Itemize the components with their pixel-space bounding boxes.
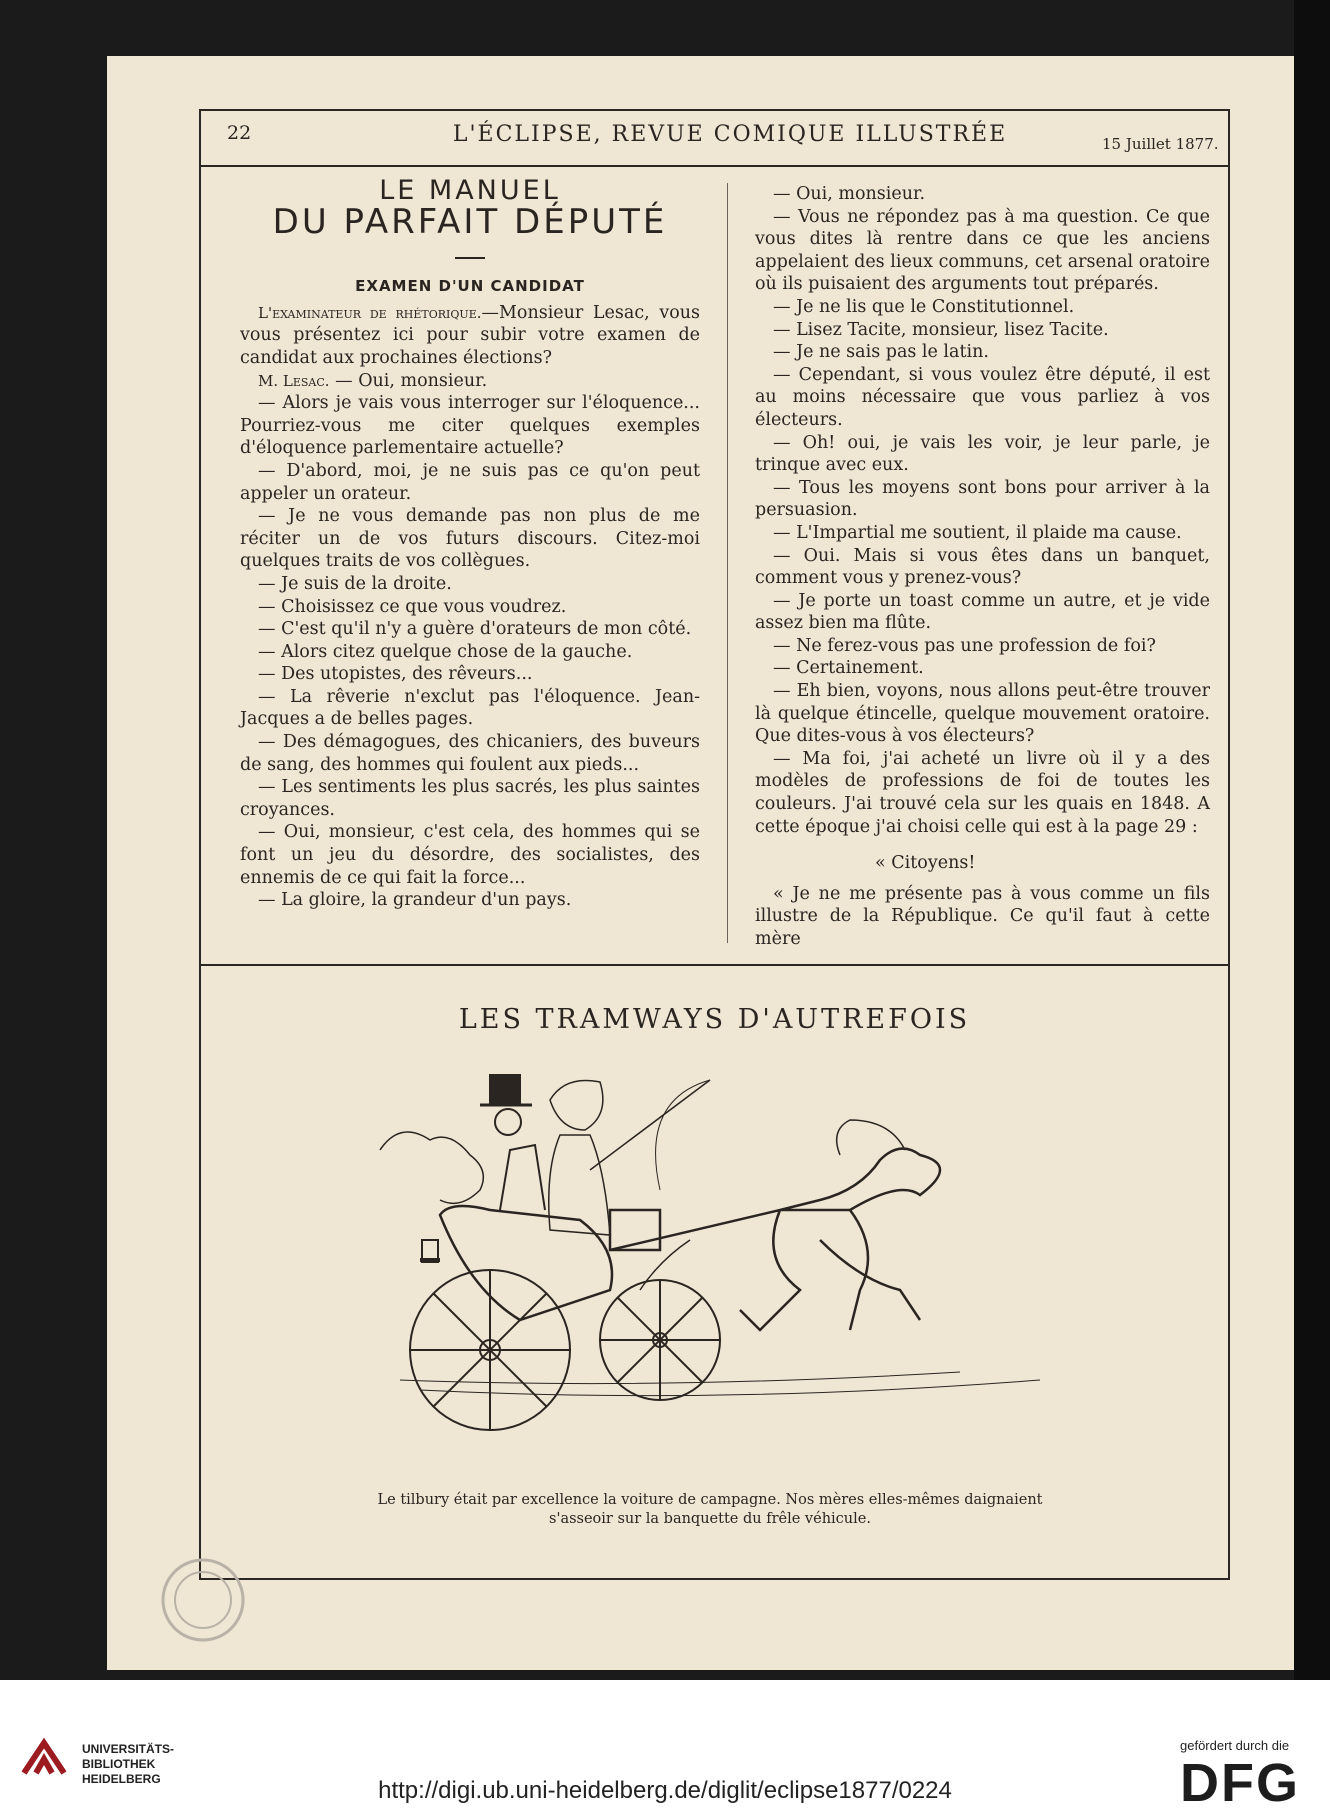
paragraph: — Certainement. <box>773 658 924 679</box>
paragraph: — Alors je vais vous interroger sur l'éloquence... Pourriez-vous me citer quelques exemples d'éloquence parlementaire actuelle? <box>240 393 700 459</box>
paragraph: L'examinateur de rhétorique.—Monsieur Lesac, vous vous présentez ici pour subir votre examen de candidat aux prochaines élections? <box>240 302 700 368</box>
paragraph: — C'est qu'il n'y a guère d'orateurs de mon côté. <box>258 619 692 640</box>
article-right-column <box>755 183 1210 951</box>
paragraph: — Je ne vous demande pas non plus de me réciter un de vos futurs discours. Citez-moi quelques traits de vos collègues. <box>240 506 700 572</box>
paragraph: — Des utopistes, des rêveurs... <box>258 664 533 685</box>
paragraph: — Cependant, si vous voulez être député, il est au moins nécessaire que vous parliez à vos électeurs. <box>755 364 1210 430</box>
article-subtitle: EXAMEN D'UN CANDIDAT <box>355 277 585 296</box>
issue-date: 15 Juillet 1877. <box>1102 135 1219 153</box>
speaker: M. Lesac. <box>258 371 330 390</box>
paragraph: « Je ne me présente pas à vous comme un fils illustre de la République. Ce qu'il faut à cette mère <box>755 883 1210 949</box>
illustration-caption: Le tilbury était par excellence la voiture de campagne. Nos mères elles-mêmes daignaient s'asseoir sur la banquette du frêle véhicule. <box>377 1492 1043 1527</box>
speaker: L'examinateur de rhétorique. <box>258 303 482 322</box>
university-library-logo-icon <box>14 1723 76 1785</box>
article-left-column <box>240 175 700 912</box>
library-name: UNIVERSITÄTS- BIBLIOTHEK HEIDELBERG <box>82 1742 175 1786</box>
library-stamp <box>158 1555 248 1645</box>
paragraph: — Oh! oui, je vais les voir, je leur parle, je trinque avec eux. <box>755 432 1210 476</box>
illustration-title: LES TRAMWAYS D'AUTREFOIS <box>458 1004 971 1035</box>
paragraph: — Je ne sais pas le latin. <box>773 342 989 363</box>
article-title-line1: LE MANUEL <box>379 175 561 206</box>
paragraph: — Des démagogues, des chicaniers, des buveurs de sang, des hommes qui foulent aux pieds... <box>240 732 700 775</box>
paragraph: M. Lesac. — Oui, monsieur. <box>258 370 488 391</box>
document-url[interactable]: http://digi.ub.uni-heidelberg.de/diglit/eclipse1877/0224 <box>378 1777 952 1804</box>
section-rule <box>199 964 1230 966</box>
dfg-logo: DFG <box>1180 1753 1300 1813</box>
paragraph: — Oui, monsieur, c'est cela, des hommes qui se font un jeu du désordre, des socialistes, des ennemis de ce qui fait la force... <box>240 822 700 888</box>
paragraph: — Je ne lis que le Constitutionnel. <box>773 296 1075 317</box>
page-number: 22 <box>227 122 252 144</box>
page-gutter <box>1294 0 1330 1680</box>
paragraph: — La gloire, la grandeur d'un pays. <box>258 890 572 911</box>
paragraph: — Je suis de la droite. <box>258 573 452 594</box>
article-title-line2: DU PARFAIT DÉPUTÉ <box>272 201 668 242</box>
paragraph: — Lisez Tacite, monsieur, lisez Tacite. <box>773 319 1109 340</box>
paragraph: — Je porte un toast comme un autre, et je vide assez bien ma flûte. <box>755 590 1210 634</box>
paragraph: — D'abord, moi, je ne suis pas ce qu'on peut appeler un orateur. <box>240 460 700 504</box>
paragraph: — Oui. Mais si vous êtes dans un banquet, comment vous y prenez-vous? <box>755 545 1210 589</box>
paragraph: — Vous ne répondez pas à ma question. Ce que vous dites là rentre dans ce que les anciens appelaient des lieux communs, cet arsenal oratoire où ils puisaient des arguments tout préparés. <box>755 206 1210 295</box>
paragraph: — Alors citez quelque chose de la gauche. <box>258 641 633 662</box>
paragraph: — Choisissez ce que vous voudrez. <box>258 596 567 617</box>
title-dash <box>455 257 485 259</box>
tilbury-illustration <box>360 1060 1080 1460</box>
journal-title: L'ÉCLIPSE, REVUE COMIQUE ILLUSTRÉE <box>452 122 1008 147</box>
paragraph: — Ne ferez-vous pas une profession de foi? <box>773 635 1156 656</box>
funding-note: gefördert durch die <box>1180 1738 1290 1753</box>
paragraph: — L'Impartial me soutient, il plaide ma cause. <box>773 522 1182 543</box>
paragraph: — Oui, monsieur. <box>773 184 926 204</box>
column-divider <box>727 183 728 943</box>
paragraph: « Citoyens! <box>875 853 976 874</box>
header-rule <box>199 165 1230 167</box>
paragraph: — Eh bien, voyons, nous allons peut-être trouver là quelque étincelle, quelque mouvement oratoire. Que dites-vous à vos électeurs? <box>755 681 1210 747</box>
paragraph: — Ma foi, j'ai acheté un livre où il y a des modèles de professions de foi de toutes les couleurs. J'ai trouvé cela sur les quais en 1848. A cette époque j'ai choisi celle qui est à la page 29 : <box>755 748 1210 837</box>
paragraph: — Les sentiments les plus sacrés, les plus saintes croyances. <box>240 777 700 820</box>
paragraph: — Tous les moyens sont bons pour arriver à la persuasion. <box>755 477 1210 521</box>
paragraph: — La rêverie n'exclut pas l'éloquence. Jean-Jacques a de belles pages. <box>240 686 700 730</box>
